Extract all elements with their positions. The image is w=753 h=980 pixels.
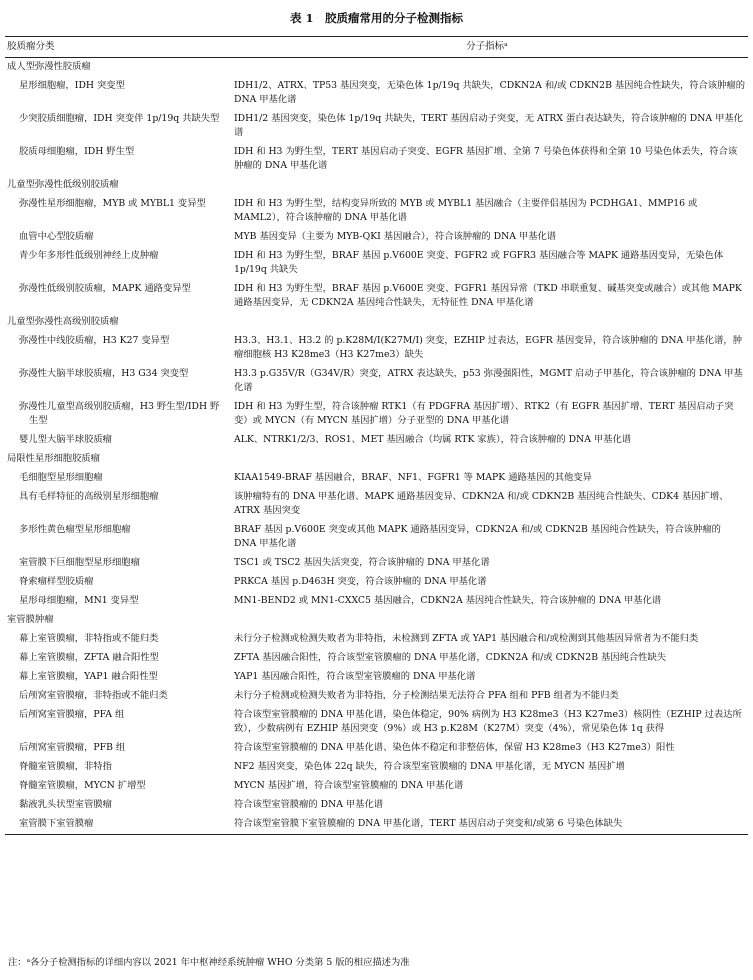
table-row [5, 469, 748, 488]
tumor-type-label: 星形母细胞瘤，MN1 变异型 [19, 595, 139, 606]
tumor-type-cell [5, 815, 226, 835]
tumor-type-cell [5, 592, 226, 611]
table-row [5, 630, 748, 649]
tumor-type-label: 后颅窝室管膜瘤，非特指或不能归类 [19, 690, 168, 701]
tumor-type-label: 室管膜肿瘤 [7, 614, 54, 625]
molecular-markers-cell: MYCN 基因扩增，符合该型室管膜瘤的 DNA 甲基化谱 [234, 780, 464, 791]
tumor-type-label: 少突胶质细胞瘤，IDH 突变伴 1p/19q 共缺失型 [19, 113, 220, 124]
tumor-type-cell [5, 777, 226, 796]
table-row [5, 815, 748, 835]
category-row [5, 313, 748, 332]
tumor-type-cell [5, 280, 226, 313]
molecular-markers-cell [226, 611, 748, 630]
tumor-type-cell [5, 796, 226, 815]
tumor-type-label: 幕上室管膜瘤，ZFTA 融合阳性型 [19, 652, 159, 663]
tumor-type-label: 室管膜下巨细胞型星形细胞瘤 [19, 557, 140, 568]
category-name [5, 313, 226, 332]
tumor-type-label: 多形性黄色瘤型星形细胞瘤 [19, 524, 131, 535]
tumor-type-cell [5, 630, 226, 649]
table-row [5, 592, 748, 611]
tumor-type-label: 弥漫性儿童型高级别胶质瘤，H3 野生型/IDH 野生型 [19, 401, 220, 426]
tumor-type-cell [5, 488, 226, 521]
molecular-markers-cell: YAP1 基因融合阳性，符合该型室管膜瘤的 DNA 甲基化谱 [234, 671, 476, 682]
table-row [5, 77, 748, 110]
molecular-markers-cell: IDH 和 H3 为野生型，BRAF 基因 p.V600E 突变、FGFR2 或 FGFR3 基因融合等 MAPK 通路基因变异，无染色体 1p/19q 共缺失 [234, 250, 724, 275]
table-title: 表 1 胶质瘤常用的分子检测指标 [289, 11, 463, 25]
tumor-type-cell [5, 758, 226, 777]
molecular-markers-cell: IDH 和 H3 为野生型，结构变异所致的 MYB 或 MYBL1 基因融合（主要伴侣基因为 PCDHGA1、MMP16 或 MAML2），符合该肿瘤的 DNA 甲基化谱 [234, 198, 698, 223]
table-row [5, 649, 748, 668]
tumor-type-cell [5, 431, 226, 450]
tumor-type-label: 弥漫性中线胶质瘤，H3 K27 变异型 [19, 335, 170, 346]
tumor-type-label: 室管膜下室管膜瘤 [19, 818, 94, 829]
tumor-type-label: 儿童型弥漫性低级别胶质瘤 [7, 179, 119, 190]
table-row [5, 247, 748, 280]
tumor-type-cell [5, 143, 226, 176]
tumor-type-label: 幕上室管膜瘤，YAP1 融合阳性型 [19, 671, 158, 682]
molecular-markers-cell: IDH1/2 基因突变，染色体 1p/19q 共缺失，TERT 基因启动子突变，无 ATRX 蛋白表达缺失，符合该肿瘤的 DNA 甲基化谱 [234, 113, 743, 138]
tumor-type-label: 弥漫性低级别胶质瘤，MAPK 通路变异型 [19, 283, 191, 294]
table-row [5, 758, 748, 777]
tumor-type-cell [5, 77, 226, 110]
molecular-markers-cell: MYB 基因变异（主要为 MYB-QKI 基因融合），符合该肿瘤的 DNA 甲基化谱 [234, 231, 557, 242]
molecular-markers-cell: 符合该型室管膜下室管膜瘤的 DNA 甲基化谱，TERT 基因启动子突变和/或第 6 号染色体缺失 [226, 815, 748, 835]
tumor-type-label: 局限性星形细胞胶质瘤 [7, 453, 100, 464]
molecular-markers-cell: 该肿瘤特有的 DNA 甲基化谱、MAPK 通路基因变异、CDKN2A 和/或 CDKN2B 基因纯合性缺失、CDK4 基因扩增、ATRX 基因突变 [234, 491, 729, 516]
tumor-type-label: 具有毛样特征的高级别星形细胞瘤 [19, 491, 159, 502]
molecular-markers-cell [226, 313, 748, 332]
tumor-type-cell [5, 573, 226, 592]
molecular-markers-table [5, 36, 748, 835]
molecular-markers-cell: ZFTA 基因融合阳性，符合该型室管膜瘤的 DNA 甲基化谱，CDKN2A 和/或 CDKN2B 基因纯合性缺失 [234, 652, 667, 663]
category-row [5, 450, 748, 469]
tumor-type-cell [5, 739, 226, 758]
table-row [5, 280, 748, 313]
table-row [5, 554, 748, 573]
category-name [5, 450, 226, 469]
tumor-type-cell [5, 687, 226, 706]
molecular-markers-cell: H3.3、H3.1、H3.2 的 p.K28M/I(K27M/I) 突变，EZHIP 过表达，EGFR 基因变异，符合该肿瘤的 DNA 甲基化谱，肿瘤细胞核 H3 K28me3（H3 K27me3）缺失 [234, 335, 742, 360]
molecular-markers-cell: IDH1/2、ATRX、TP53 基因突变，无染色体 1p/19q 共缺失，CDKN2A 和/或 CDKN2B 基因纯合性缺失，符合该肿瘤的 DNA 甲基化谱 [234, 80, 746, 105]
tumor-type-cell [5, 110, 226, 143]
table-row [5, 521, 748, 554]
tumor-type-cell [5, 228, 226, 247]
molecular-markers-cell: KIAA1549-BRAF 基因融合，BRAF、NF1、FGFR1 等 MAPK 通路基因的其他变异 [234, 472, 592, 483]
tumor-type-cell [5, 668, 226, 687]
molecular-markers-cell: ALK、NTRK1/2/3、ROS1、MET 基因融合（均属 RTK 家族），符合该肿瘤的 DNA 甲基化谱 [234, 434, 632, 445]
molecular-markers-cell [226, 450, 748, 469]
category-row [5, 58, 748, 78]
category-name [5, 58, 226, 78]
table-row [5, 365, 748, 398]
tumor-type-cell [5, 332, 226, 365]
tumor-type-label: 成人型弥漫性胶质瘤 [7, 61, 91, 72]
molecular-markers-cell: IDH 和 H3 为野生型，TERT 基因启动子突变、EGFR 基因扩增、全第 7 号染色体获得和全第 10 号染色体丢失，符合该肿瘤的 DNA 甲基化谱 [234, 146, 738, 171]
molecular-markers-cell [226, 58, 748, 78]
table-row [5, 143, 748, 176]
table-row [5, 332, 748, 365]
tumor-type-label: 婴儿型大脑半球胶质瘤 [19, 434, 112, 445]
table-row [5, 687, 748, 706]
molecular-markers-cell: IDH 和 H3 为野生型，符合该肿瘤 RTK1（有 PDGFRA 基因扩增）、RTK2（有 EGFR 基因扩增、TERT 基因启动子突变）或 MYCN（有 MYCN 基因扩增）分子亚型的 DNA 甲基化谱 [234, 401, 734, 426]
tumor-type-label: 幕上室管膜瘤，非特指或不能归类 [19, 633, 159, 644]
table-row [5, 796, 748, 815]
molecular-markers-cell: 符合该型室管膜瘤的 DNA 甲基化谱、染色体不稳定和非整倍体，保留 H3 K28me3（H3 K27me3）阳性 [234, 742, 675, 753]
table-footnote: 注：ᵃ各分子检测指标的详细内容以 2021 年中枢神经系统肿瘤 WHO 分类第 5 版的相应描述为准 [8, 957, 410, 968]
molecular-markers-cell: H3.3 p.G35V/R（G34V/R）突变，ATRX 表达缺失，p53 弥漫强阳性，MGMT 启动子甲基化，符合该肿瘤的 DNA 甲基化谱 [234, 368, 743, 393]
tumor-type-cell [5, 365, 226, 398]
molecular-markers-cell: 符合该型室管膜瘤的 DNA 甲基化谱，染色体稳定，90% 病例为 H3 K28me3（H3 K27me3）核阴性（EZHIP 过表达所致），少数病例有 EZHIP 基因突变（9%）或 H3 p.K28M（K27M）突变（4%），常见染色体 1q 获得 [234, 709, 742, 734]
molecular-markers-cell: 未行分子检测或检测失败者为非特指，分子检测结果无法符合 PFA 组和 PFB 组者为不能归类 [234, 690, 619, 701]
molecular-markers-cell: 未行分子检测或检测失败者为非特指，未检测到 ZFTA 或 YAP1 基因融合和/或检测到其他基因异常者为不能归类 [234, 633, 699, 644]
molecular-markers-cell: 符合该型室管膜瘤的 DNA 甲基化谱 [234, 799, 384, 810]
tumor-type-cell [5, 247, 226, 280]
table-header-row [5, 37, 748, 58]
tumor-type-label: 弥漫性星形细胞瘤，MYB 或 MYBL1 变异型 [19, 198, 206, 209]
tumor-type-label: 脊髓室管膜瘤，非特指 [19, 761, 112, 772]
table-row [5, 431, 748, 450]
table-row [5, 706, 748, 739]
molecular-markers-cell: TSC1 或 TSC2 基因失活突变，符合该肿瘤的 DNA 甲基化谱 [234, 557, 490, 568]
molecular-markers-cell: NF2 基因突变，染色体 22q 缺失，符合该型室管膜瘤的 DNA 甲基化谱，无 MYCN 基因扩增 [234, 761, 625, 772]
table-row [5, 739, 748, 758]
molecular-markers-cell: BRAF 基因 p.V600E 突变或其他 MAPK 通路基因变异，CDKN2A 和/或 CDKN2B 基因纯合性缺失，符合该肿瘤的 DNA 甲基化谱 [234, 524, 721, 549]
molecular-markers-cell: PRKCA 基因 p.D463H 突变，符合该肿瘤的 DNA 甲基化谱 [234, 576, 487, 587]
tumor-type-label: 脊索瘤样型胶质瘤 [19, 576, 94, 587]
table-row [5, 228, 748, 247]
table-row [5, 398, 748, 431]
tumor-type-label: 弥漫性大脑半球胶质瘤，H3 G34 突变型 [19, 368, 189, 379]
tumor-type-cell [5, 195, 226, 228]
tumor-type-cell [5, 706, 226, 739]
molecular-markers-cell: IDH 和 H3 为野生型，BRAF 基因 p.V600E 突变、FGFR1 基因异常（TKD 串联重复、碱基突变或融合）或其他 MAPK 通路基因变异，无 CDKN2A 基因纯合性缺失，无特征性 DNA 甲基化谱 [234, 283, 742, 308]
tumor-type-label: 黏液乳头状型室管膜瘤 [19, 799, 112, 810]
tumor-type-label: 青少年多形性低级别神经上皮肿瘤 [19, 250, 159, 261]
header-glioma-classification: 胶质瘤分类 [5, 37, 226, 58]
table-body [5, 58, 748, 835]
tumor-type-label: 儿童型弥漫性高级别胶质瘤 [7, 316, 119, 327]
category-name [5, 176, 226, 195]
tumor-type-cell [5, 649, 226, 668]
category-row [5, 611, 748, 630]
tumor-type-cell [5, 521, 226, 554]
tumor-type-label: 胶质母细胞瘤，IDH 野生型 [19, 146, 135, 157]
tumor-type-label: 后颅窝室管膜瘤，PFB 组 [19, 742, 126, 753]
molecular-markers-cell: MN1-BEND2 或 MN1-CXXC5 基因融合，CDKN2A 基因纯合性缺失，符合该肿瘤的 DNA 甲基化谱 [234, 595, 662, 606]
category-row [5, 176, 748, 195]
header-molecular-markers: 分子指标ᵃ [226, 37, 748, 58]
molecular-markers-cell [226, 176, 748, 195]
category-name [5, 611, 226, 630]
tumor-type-cell [5, 554, 226, 573]
table-row [5, 488, 748, 521]
table-row [5, 573, 748, 592]
tumor-type-cell [5, 469, 226, 488]
table-row [5, 668, 748, 687]
tumor-type-label: 血管中心型胶质瘤 [19, 231, 94, 242]
tumor-type-label: 脊髓室管膜瘤，MYCN 扩增型 [19, 780, 146, 791]
tumor-type-label: 毛细胞型星形细胞瘤 [19, 472, 103, 483]
table-row [5, 110, 748, 143]
tumor-type-label: 星形细胞瘤，IDH 突变型 [19, 80, 125, 91]
tumor-type-label: 后颅窝室管膜瘤，PFA 组 [19, 709, 125, 720]
tumor-type-cell [5, 398, 226, 431]
table-row [5, 777, 748, 796]
table-row [5, 195, 748, 228]
